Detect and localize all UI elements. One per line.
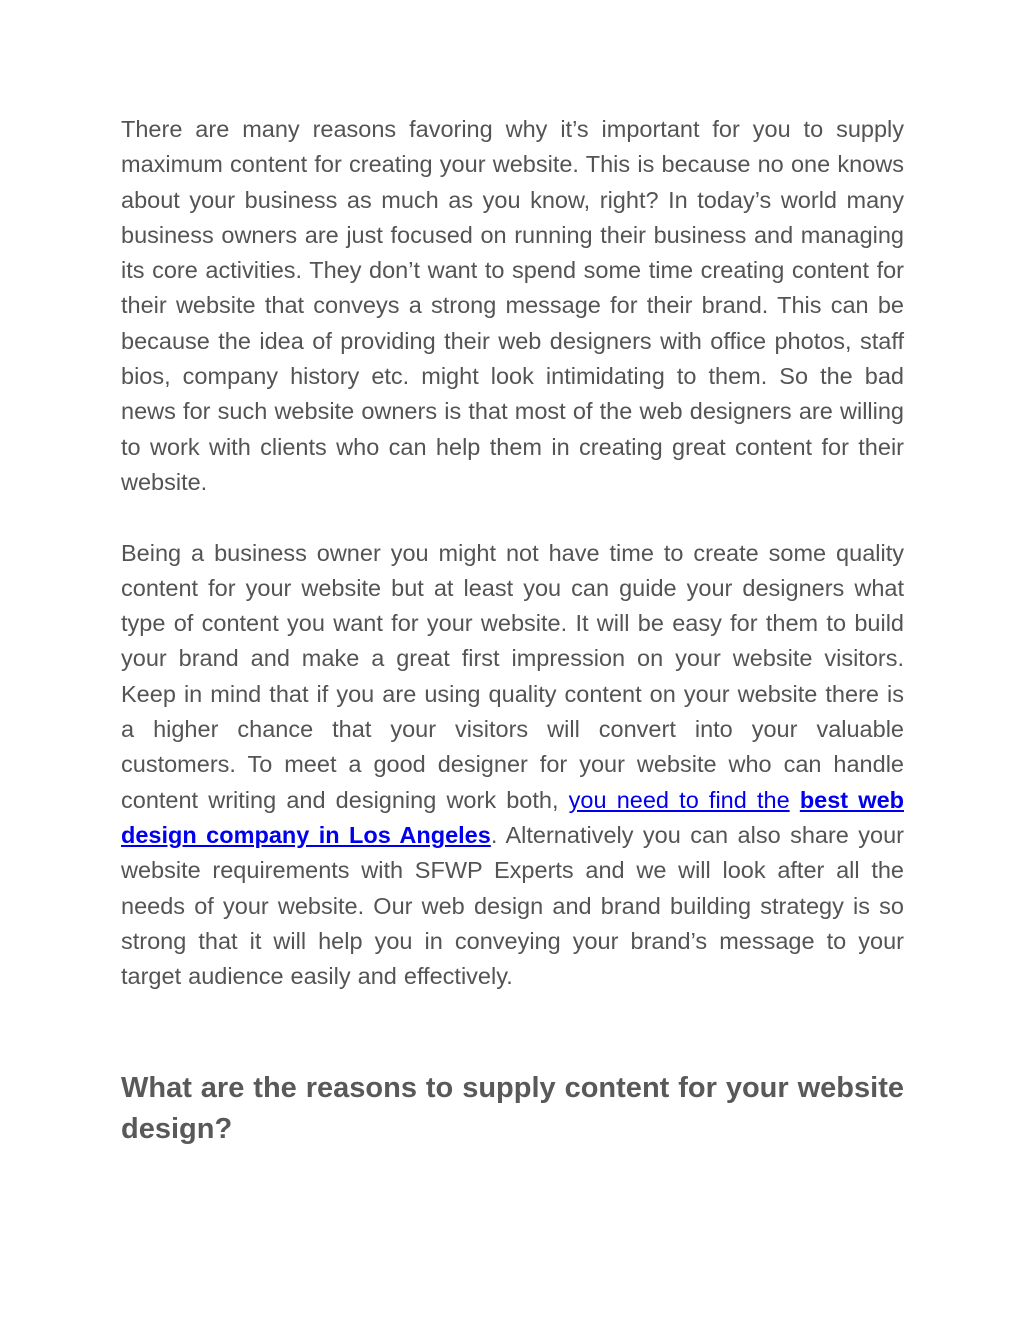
intro-paragraph: There are many reasons favoring why it’s important for you to supply maximum content for creating your website. This is because no one knows about your business as much as you know, right? In today’s world many business owners are just focused on running their business and managing its core activities. They don’t want to spend some time creating content for their website that conveys a strong message for their brand. This can be because the idea of providing their web designers with office photos, staff bios, company history etc. might look intimidating to them. So the bad news for such website owners is that most of the web designers are willing to work with clients who can help them in creating great content for their website. bbox=[121, 116, 904, 495]
best-web-design-company-link[interactable]: best web design company in Los Angeles bbox=[121, 786, 904, 848]
guidance-paragraph bbox=[121, 536, 904, 995]
guidance-text: Being a business owner you might not have time to create some quality content for your website but at least you can guide your designers what type of content you want for your website. It will be easy for them to build your brand and make a great first impression on your website visitors. Keep in mind that if you are using quality content on your website there is a higher chance that your visitors will convert into your valuable customers. To meet a good designer for your website who can handle content writing and designing work both, bbox=[121, 539, 904, 813]
find-company-link[interactable]: you need to find the bbox=[568, 786, 790, 813]
document-page bbox=[121, 112, 904, 1150]
section-heading: What are the reasons to supply content for your website design? bbox=[121, 1072, 904, 1146]
closing-text: . Alternatively you can also share your website requirements with SFWP Experts and we will look after all the needs of your website. Our web design and brand building strategy is so strong that it will help you in conveying your brand’s message to your target audience easily and effectively. bbox=[121, 821, 905, 990]
